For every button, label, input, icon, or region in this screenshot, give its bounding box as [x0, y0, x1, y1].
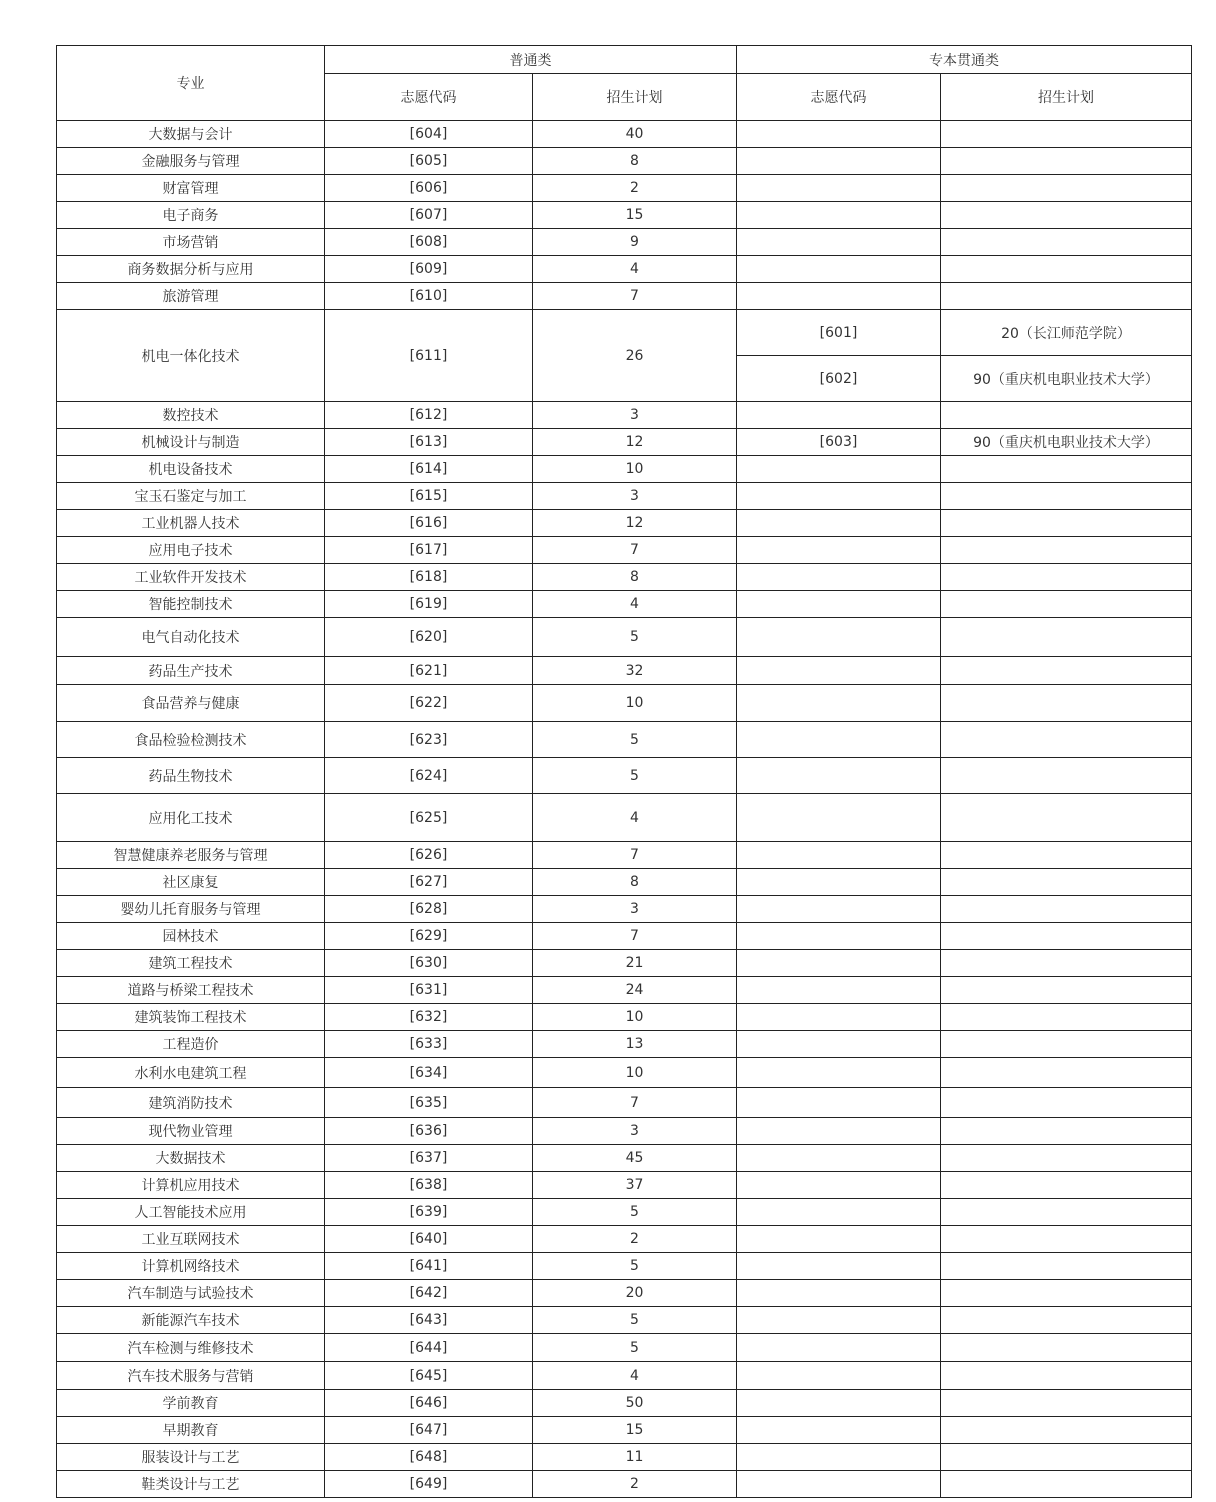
major-cell: 计算机网络技术: [57, 1253, 325, 1280]
pathway-code-cell: [737, 977, 941, 1004]
general-code-cell: [615]: [325, 483, 533, 510]
general-plan-cell: 4: [533, 256, 737, 283]
pathway-code-cell: [737, 1172, 941, 1199]
table-row: [57, 1004, 1192, 1031]
general-code-cell: [638]: [325, 1172, 533, 1199]
header-row-group: [57, 46, 1192, 74]
general-plan-cell: 8: [533, 869, 737, 896]
table-row: [57, 977, 1192, 1004]
general-plan-cell: 24: [533, 977, 737, 1004]
pathway-plan-cell: [941, 722, 1192, 758]
pathway-code-cell: [737, 483, 941, 510]
pathway-plan-cell: [941, 456, 1192, 483]
pathway-plan-cell: [941, 869, 1192, 896]
pathway-code-cell: [737, 722, 941, 758]
table-row: [57, 794, 1192, 842]
major-cell: 水利水电建筑工程: [57, 1058, 325, 1088]
pathway-code-cell: [737, 283, 941, 310]
table-row: [57, 1172, 1192, 1199]
general-plan-cell: 4: [533, 794, 737, 842]
pathway-code-cell: [737, 591, 941, 618]
general-plan-cell: 7: [533, 842, 737, 869]
general-plan-cell: 10: [533, 685, 737, 722]
table-row: [57, 618, 1192, 657]
general-code-cell: [640]: [325, 1226, 533, 1253]
pathway-code-cell: [737, 175, 941, 202]
general-code-cell: [607]: [325, 202, 533, 229]
table-row: [57, 1471, 1192, 1498]
major-cell: 食品检验检测技术: [57, 722, 325, 758]
major-cell: 工业互联网技术: [57, 1226, 325, 1253]
general-plan-cell: 5: [533, 1307, 737, 1334]
major-cell: 市场营销: [57, 229, 325, 256]
general-plan-cell: 8: [533, 564, 737, 591]
pathway-plan-cell: [941, 483, 1192, 510]
table-row: [57, 1307, 1192, 1334]
general-code-cell: [633]: [325, 1031, 533, 1058]
general-plan-cell: 37: [533, 1172, 737, 1199]
major-cell: 汽车技术服务与营销: [57, 1362, 325, 1390]
pathway-plan-cell: [941, 1118, 1192, 1145]
pathway-code-cell: [737, 685, 941, 722]
general-code-cell: [629]: [325, 923, 533, 950]
major-cell: 建筑装饰工程技术: [57, 1004, 325, 1031]
major-cell: 汽车检测与维修技术: [57, 1334, 325, 1362]
pathway-plan-cell: [941, 1280, 1192, 1307]
pathway-code-cell: [737, 564, 941, 591]
table-row: [57, 1118, 1192, 1145]
pathway-code-cell: [737, 950, 941, 977]
major-cell: 机电一体化技术: [57, 310, 325, 402]
table-row: [57, 510, 1192, 537]
general-code-cell: [630]: [325, 950, 533, 977]
table-row: [57, 483, 1192, 510]
general-plan-cell: 15: [533, 1417, 737, 1444]
general-code-cell: [641]: [325, 1253, 533, 1280]
major-cell: 药品生物技术: [57, 758, 325, 794]
table-row: [57, 456, 1192, 483]
general-plan-cell: 11: [533, 1444, 737, 1471]
major-cell: 商务数据分析与应用: [57, 256, 325, 283]
enrollment-plan-table: [56, 45, 1192, 1498]
general-code-cell: [643]: [325, 1307, 533, 1334]
table-row: [57, 564, 1192, 591]
general-plan-cell: 20: [533, 1280, 737, 1307]
general-plan-cell: 7: [533, 283, 737, 310]
table-row: [57, 256, 1192, 283]
header-pathway-code: 志愿代码: [737, 74, 941, 121]
general-code-cell: [645]: [325, 1362, 533, 1390]
general-plan-cell: 3: [533, 896, 737, 923]
pathway-plan-cell: [941, 657, 1192, 685]
table-row: [57, 1253, 1192, 1280]
general-code-cell: [605]: [325, 148, 533, 175]
general-plan-cell: 5: [533, 1334, 737, 1362]
pathway-code-cell: [737, 1058, 941, 1088]
table-row: [57, 1444, 1192, 1471]
pathway-code-cell: [737, 618, 941, 657]
table-row: [57, 1145, 1192, 1172]
major-cell: 金融服务与管理: [57, 148, 325, 175]
table-row: [57, 1226, 1192, 1253]
table-row: [57, 842, 1192, 869]
pathway-code-cell: [737, 1118, 941, 1145]
pathway-code-cell: [603]: [737, 429, 941, 456]
table-row: [57, 121, 1192, 148]
table-row: [57, 950, 1192, 977]
general-code-cell: [631]: [325, 977, 533, 1004]
pathway-code-cell: [737, 1334, 941, 1362]
major-cell: 旅游管理: [57, 283, 325, 310]
pathway-plan-cell: [941, 591, 1192, 618]
pathway-code-cell: [737, 1088, 941, 1118]
major-cell: 鞋类设计与工艺: [57, 1471, 325, 1498]
pathway-code-cell: [737, 1031, 941, 1058]
general-code-cell: [620]: [325, 618, 533, 657]
general-code-cell: [647]: [325, 1417, 533, 1444]
pathway-code-cell: [737, 1199, 941, 1226]
pathway-plan-cell: 20（长江师范学院）: [941, 310, 1192, 356]
major-cell: 服装设计与工艺: [57, 1444, 325, 1471]
general-code-cell: [624]: [325, 758, 533, 794]
major-cell: 智慧健康养老服务与管理: [57, 842, 325, 869]
table-row: [57, 310, 1192, 356]
general-code-cell: [611]: [325, 310, 533, 402]
general-code-cell: [634]: [325, 1058, 533, 1088]
header-pathway-plan: 招生计划: [941, 74, 1192, 121]
pathway-plan-cell: [941, 1390, 1192, 1417]
pathway-code-cell: [737, 794, 941, 842]
pathway-code-cell: [737, 256, 941, 283]
pathway-plan-cell: [941, 794, 1192, 842]
general-code-cell: [626]: [325, 842, 533, 869]
general-plan-cell: 8: [533, 148, 737, 175]
pathway-plan-cell: [941, 1031, 1192, 1058]
pathway-plan-cell: [941, 977, 1192, 1004]
major-cell: 建筑工程技术: [57, 950, 325, 977]
pathway-code-cell: [737, 402, 941, 429]
major-cell: 电子商务: [57, 202, 325, 229]
major-cell: 药品生产技术: [57, 657, 325, 685]
pathway-plan-cell: [941, 1088, 1192, 1118]
table-row: [57, 1334, 1192, 1362]
pathway-plan-cell: [941, 1417, 1192, 1444]
pathway-plan-cell: [941, 1253, 1192, 1280]
major-cell: 食品营养与健康: [57, 685, 325, 722]
pathway-plan-cell: [941, 1471, 1192, 1498]
major-cell: 新能源汽车技术: [57, 1307, 325, 1334]
table-row: [57, 685, 1192, 722]
table-row: [57, 1088, 1192, 1118]
table-row: [57, 1362, 1192, 1390]
general-code-cell: [608]: [325, 229, 533, 256]
table-row: [57, 202, 1192, 229]
pathway-plan-cell: [941, 148, 1192, 175]
table-row: [57, 1031, 1192, 1058]
general-code-cell: [628]: [325, 896, 533, 923]
general-plan-cell: 3: [533, 1118, 737, 1145]
general-plan-cell: 50: [533, 1390, 737, 1417]
major-cell: 应用化工技术: [57, 794, 325, 842]
table-row: [57, 229, 1192, 256]
pathway-code-cell: [601]: [737, 310, 941, 356]
table-row: [57, 402, 1192, 429]
general-plan-cell: 7: [533, 537, 737, 564]
general-code-cell: [616]: [325, 510, 533, 537]
general-plan-cell: 2: [533, 175, 737, 202]
general-code-cell: [623]: [325, 722, 533, 758]
pathway-plan-cell: [941, 564, 1192, 591]
general-plan-cell: 15: [533, 202, 737, 229]
general-code-cell: [625]: [325, 794, 533, 842]
pathway-code-cell: [737, 1471, 941, 1498]
pathway-code-cell: [737, 1417, 941, 1444]
pathway-plan-cell: [941, 923, 1192, 950]
pathway-code-cell: [737, 121, 941, 148]
pathway-code-cell: [737, 657, 941, 685]
table-row: [57, 1199, 1192, 1226]
header-pathway-group: 专本贯通类: [737, 46, 1192, 74]
pathway-code-cell: [737, 1004, 941, 1031]
general-code-cell: [649]: [325, 1471, 533, 1498]
pathway-plan-cell: [941, 758, 1192, 794]
pathway-plan-cell: [941, 1334, 1192, 1362]
pathway-plan-cell: [941, 202, 1192, 229]
pathway-plan-cell: [941, 618, 1192, 657]
general-plan-cell: 3: [533, 402, 737, 429]
general-plan-cell: 10: [533, 1004, 737, 1031]
general-plan-cell: 10: [533, 1058, 737, 1088]
general-code-cell: [639]: [325, 1199, 533, 1226]
major-cell: 社区康复: [57, 869, 325, 896]
general-code-cell: [635]: [325, 1088, 533, 1118]
general-code-cell: [648]: [325, 1444, 533, 1471]
pathway-plan-cell: [941, 1058, 1192, 1088]
major-cell: 机械设计与制造: [57, 429, 325, 456]
general-plan-cell: 5: [533, 722, 737, 758]
header-general-code: 志愿代码: [325, 74, 533, 121]
table-row: [57, 896, 1192, 923]
pathway-code-cell: [737, 1226, 941, 1253]
general-code-cell: [606]: [325, 175, 533, 202]
general-plan-cell: 10: [533, 456, 737, 483]
table-row: [57, 148, 1192, 175]
pathway-code-cell: [737, 510, 941, 537]
table-body: [57, 46, 1192, 1498]
major-cell: 婴幼儿托育服务与管理: [57, 896, 325, 923]
general-plan-cell: 2: [533, 1471, 737, 1498]
general-code-cell: [618]: [325, 564, 533, 591]
table-row: [57, 657, 1192, 685]
pathway-code-cell: [737, 202, 941, 229]
general-code-cell: [636]: [325, 1118, 533, 1145]
pathway-code-cell: [737, 537, 941, 564]
general-plan-cell: 5: [533, 758, 737, 794]
table-row: [57, 1417, 1192, 1444]
major-cell: 智能控制技术: [57, 591, 325, 618]
general-code-cell: [610]: [325, 283, 533, 310]
pathway-code-cell: [737, 456, 941, 483]
general-plan-cell: 5: [533, 1199, 737, 1226]
major-cell: 工业机器人技术: [57, 510, 325, 537]
general-code-cell: [621]: [325, 657, 533, 685]
major-cell: 园林技术: [57, 923, 325, 950]
general-code-cell: [622]: [325, 685, 533, 722]
general-plan-cell: 40: [533, 121, 737, 148]
major-cell: 早期教育: [57, 1417, 325, 1444]
general-code-cell: [619]: [325, 591, 533, 618]
pathway-code-cell: [737, 1444, 941, 1471]
pathway-plan-cell: [941, 1199, 1192, 1226]
general-plan-cell: 12: [533, 510, 737, 537]
general-code-cell: [627]: [325, 869, 533, 896]
pathway-plan-cell: [941, 896, 1192, 923]
pathway-plan-cell: [941, 229, 1192, 256]
table-row: [57, 429, 1192, 456]
major-cell: 工程造价: [57, 1031, 325, 1058]
general-plan-cell: 21: [533, 950, 737, 977]
pathway-code-cell: [737, 229, 941, 256]
pathway-code-cell: [737, 1280, 941, 1307]
major-cell: 机电设备技术: [57, 456, 325, 483]
general-code-cell: [637]: [325, 1145, 533, 1172]
pathway-plan-cell: 90（重庆机电职业技术大学）: [941, 356, 1192, 402]
general-plan-cell: 4: [533, 591, 737, 618]
header-general-group: 普通类: [325, 46, 737, 74]
major-cell: 宝玉石鉴定与加工: [57, 483, 325, 510]
general-plan-cell: 12: [533, 429, 737, 456]
pathway-plan-cell: [941, 283, 1192, 310]
table-row: [57, 1280, 1192, 1307]
pathway-plan-cell: [941, 510, 1192, 537]
general-plan-cell: 7: [533, 923, 737, 950]
pathway-plan-cell: [941, 842, 1192, 869]
major-cell: 大数据技术: [57, 1145, 325, 1172]
general-plan-cell: 13: [533, 1031, 737, 1058]
major-cell: 工业软件开发技术: [57, 564, 325, 591]
pathway-code-cell: [737, 148, 941, 175]
table-row: [57, 591, 1192, 618]
pathway-plan-cell: [941, 1362, 1192, 1390]
pathway-code-cell: [737, 896, 941, 923]
pathway-plan-cell: [941, 950, 1192, 977]
general-code-cell: [604]: [325, 121, 533, 148]
major-cell: 计算机应用技术: [57, 1172, 325, 1199]
pathway-code-cell: [737, 1362, 941, 1390]
pathway-plan-cell: [941, 1444, 1192, 1471]
table-row: [57, 869, 1192, 896]
pathway-plan-cell: [941, 1145, 1192, 1172]
pathway-code-cell: [737, 1390, 941, 1417]
pathway-code-cell: [737, 758, 941, 794]
major-cell: 建筑消防技术: [57, 1088, 325, 1118]
pathway-plan-cell: [941, 1307, 1192, 1334]
general-code-cell: [632]: [325, 1004, 533, 1031]
general-code-cell: [614]: [325, 456, 533, 483]
pathway-plan-cell: [941, 685, 1192, 722]
table-row: [57, 1058, 1192, 1088]
general-code-cell: [609]: [325, 256, 533, 283]
pathway-code-cell: [737, 1307, 941, 1334]
general-plan-cell: 4: [533, 1362, 737, 1390]
general-code-cell: [613]: [325, 429, 533, 456]
general-code-cell: [612]: [325, 402, 533, 429]
general-code-cell: [617]: [325, 537, 533, 564]
pathway-plan-cell: [941, 121, 1192, 148]
pathway-plan-cell: 90（重庆机电职业技术大学）: [941, 429, 1192, 456]
table-row: [57, 1390, 1192, 1417]
general-code-cell: [646]: [325, 1390, 533, 1417]
pathway-code-cell: [737, 923, 941, 950]
header-major: 专业: [57, 46, 325, 121]
general-plan-cell: 32: [533, 657, 737, 685]
pathway-code-cell: [737, 1145, 941, 1172]
pathway-code-cell: [737, 842, 941, 869]
table-row: [57, 537, 1192, 564]
pathway-plan-cell: [941, 1172, 1192, 1199]
major-cell: 人工智能技术应用: [57, 1199, 325, 1226]
major-cell: 道路与桥梁工程技术: [57, 977, 325, 1004]
major-cell: 学前教育: [57, 1390, 325, 1417]
general-plan-cell: 45: [533, 1145, 737, 1172]
table-row: [57, 923, 1192, 950]
major-cell: 大数据与会计: [57, 121, 325, 148]
major-cell: 财富管理: [57, 175, 325, 202]
general-plan-cell: 7: [533, 1088, 737, 1118]
general-plan-cell: 2: [533, 1226, 737, 1253]
major-cell: 现代物业管理: [57, 1118, 325, 1145]
general-code-cell: [642]: [325, 1280, 533, 1307]
pathway-plan-cell: [941, 537, 1192, 564]
table-row: [57, 283, 1192, 310]
general-code-cell: [644]: [325, 1334, 533, 1362]
general-plan-cell: 5: [533, 1253, 737, 1280]
major-cell: 汽车制造与试验技术: [57, 1280, 325, 1307]
header-general-plan: 招生计划: [533, 74, 737, 121]
general-plan-cell: 3: [533, 483, 737, 510]
pathway-plan-cell: [941, 402, 1192, 429]
pathway-plan-cell: [941, 175, 1192, 202]
table-row: [57, 175, 1192, 202]
general-plan-cell: 9: [533, 229, 737, 256]
pathway-code-cell: [737, 869, 941, 896]
pathway-plan-cell: [941, 1004, 1192, 1031]
table-row: [57, 758, 1192, 794]
table-row: [57, 722, 1192, 758]
general-plan-cell: 26: [533, 310, 737, 402]
major-cell: 应用电子技术: [57, 537, 325, 564]
pathway-code-cell: [602]: [737, 356, 941, 402]
major-cell: 电气自动化技术: [57, 618, 325, 657]
major-cell: 数控技术: [57, 402, 325, 429]
pathway-plan-cell: [941, 1226, 1192, 1253]
pathway-code-cell: [737, 1253, 941, 1280]
general-plan-cell: 5: [533, 618, 737, 657]
pathway-plan-cell: [941, 256, 1192, 283]
